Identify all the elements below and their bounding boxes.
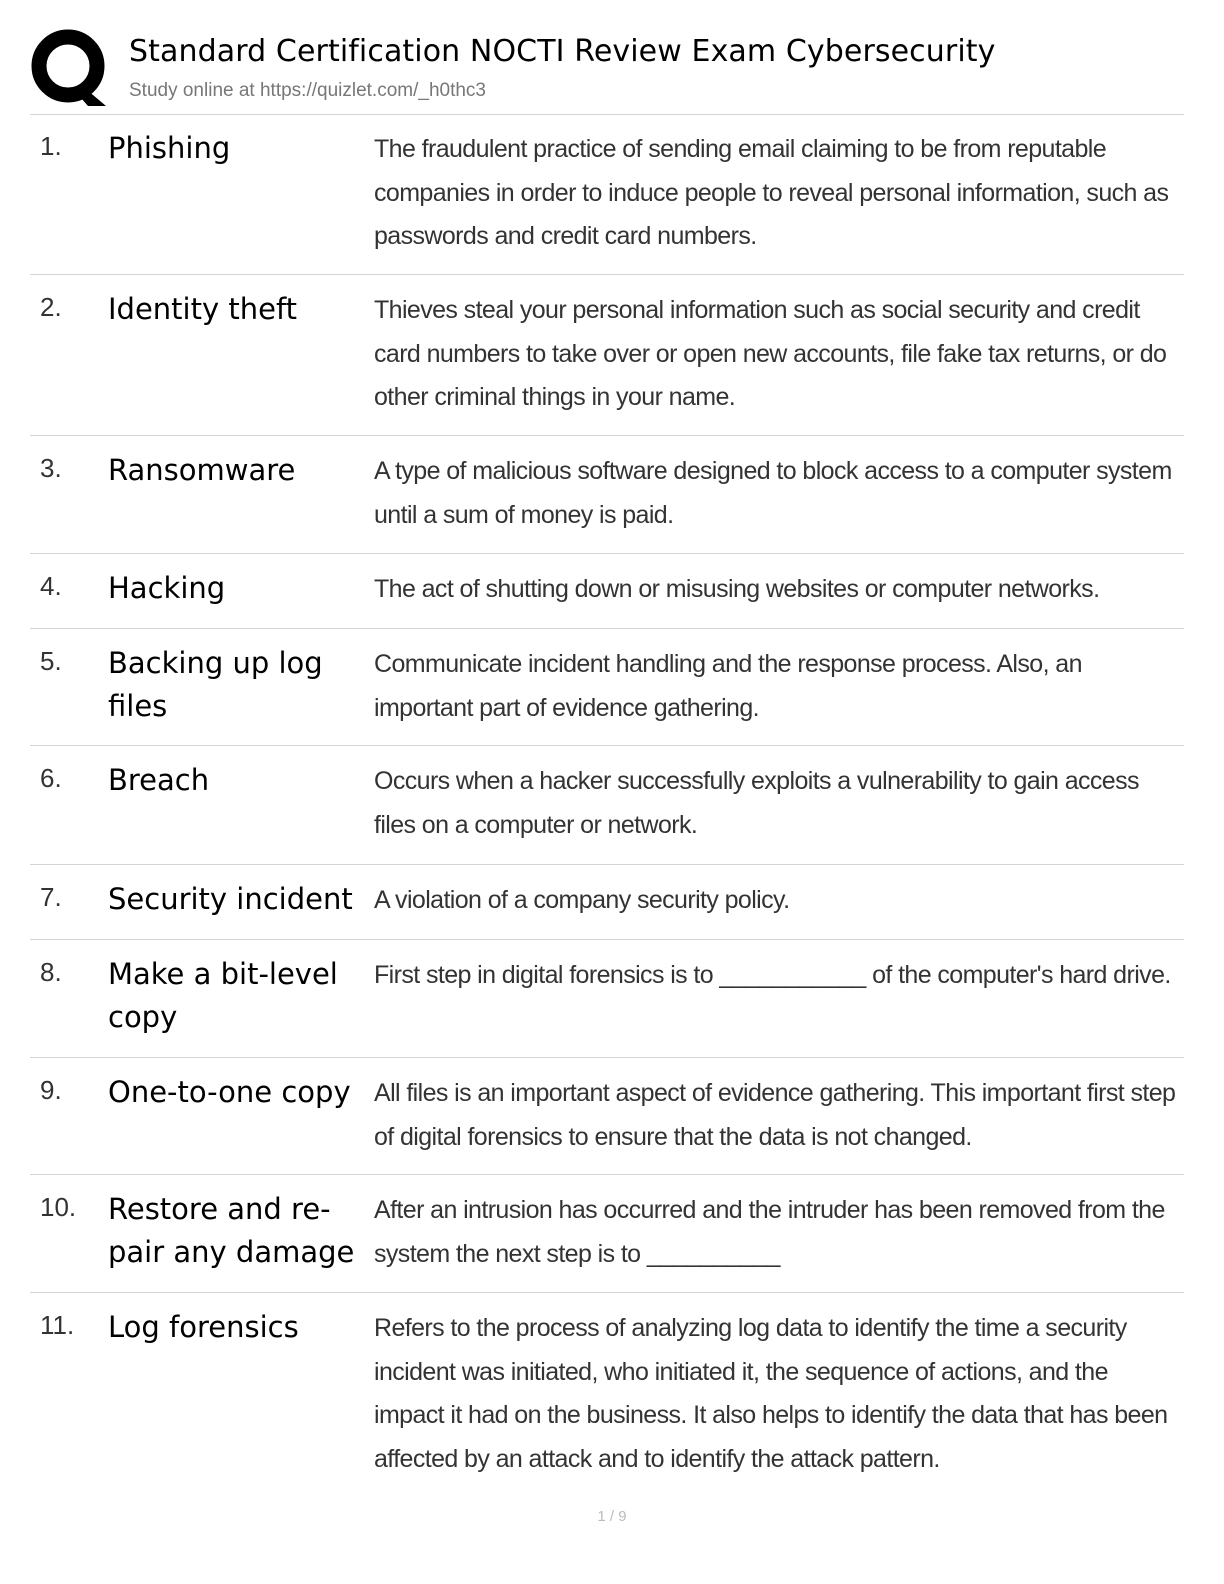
card-number: 5.	[40, 646, 62, 676]
card-definition: Communicate incident handling and the response process. Also, an important part of evidence gathering.	[374, 650, 1082, 722]
card-number: 8.	[40, 957, 62, 987]
card-term: One-to-one copy	[108, 1075, 351, 1109]
card-definition: After an intrusion has occurred and the intruder has been removed from the system the next step is to __________	[374, 1196, 1165, 1268]
card-definition: The fraudulent practice of sending email claiming to be from reputable companies in order to induce people to reveal personal information, such as passwords and credit card numbers.	[374, 135, 1169, 250]
flashcard-row	[30, 276, 1184, 436]
card-number: 1.	[40, 131, 62, 161]
card-definition: Occurs when a hacker successfully exploits a vulnerability to gain access files on a computer or network.	[374, 767, 1139, 839]
card-number: 9.	[40, 1075, 62, 1105]
flashcard-row	[30, 437, 1184, 554]
card-definition: The act of shutting down or misusing websites or computer networks.	[374, 575, 1100, 603]
card-definition: First step in digital forensics is to ___________ of the computer's hard drive.	[374, 961, 1171, 989]
page-title: Standard Certification NOCTI Review Exam Cybersecurity	[129, 34, 996, 69]
card-number: 7.	[40, 882, 62, 912]
card-definition: A type of malicious software designed to block access to a computer system until a sum of money is paid.	[374, 457, 1172, 529]
card-term: Make a bit-level copy	[108, 957, 338, 1034]
page-number: 1 / 9	[597, 1508, 627, 1525]
page-header	[30, 28, 1184, 115]
card-definition: A violation of a company security policy.	[374, 886, 790, 914]
flashcard-row	[30, 630, 1184, 746]
card-term: Security incident	[108, 882, 353, 916]
flashcard-row	[30, 115, 1184, 275]
study-link-text: Study online at https://quizlet.com/_h0thc3	[129, 80, 486, 101]
card-number: 3.	[40, 453, 62, 483]
card-definition: Refers to the process of analyzing log data to identify the time a security incident was initiated, who initiated it, the sequence of actions, and the impact it had on the business. It also helps to identify the data that has been affected by an attack and to identify the attack pattern.	[374, 1314, 1168, 1473]
card-definition: Thieves steal your personal information such as social security and credit card numbers to take over or open new accounts, file fake tax returns, or do other criminal things in your name.	[374, 296, 1167, 411]
card-number: 2.	[40, 292, 62, 322]
card-term: Phishing	[108, 131, 231, 165]
flashcard-row	[30, 747, 1184, 865]
flashcard-row	[30, 1059, 1184, 1175]
card-number: 11.	[40, 1310, 75, 1340]
card-term: Restore and re-pair any damage	[108, 1192, 355, 1269]
flashcard-row	[30, 1176, 1184, 1293]
card-term: Backing up log files	[108, 646, 323, 723]
card-term: Log forensics	[108, 1310, 299, 1344]
card-definition: All files is an important aspect of evidence gathering. This important first step of digital forensics to ensure that the data is not changed.	[374, 1079, 1176, 1151]
flashcard-row	[30, 866, 1184, 940]
card-term: Identity theft	[108, 292, 298, 326]
card-number: 10.	[40, 1192, 77, 1222]
card-number: 4.	[40, 571, 62, 601]
card-term: Ransomware	[108, 453, 296, 487]
card-term: Hacking	[108, 571, 226, 605]
flashcard-row	[30, 555, 1184, 629]
card-number: 6.	[40, 763, 62, 793]
flashcard-row	[30, 941, 1184, 1058]
quizlet-logo-icon	[30, 28, 110, 108]
flashcard-row	[30, 1294, 1184, 1494]
card-term: Breach	[108, 763, 210, 797]
